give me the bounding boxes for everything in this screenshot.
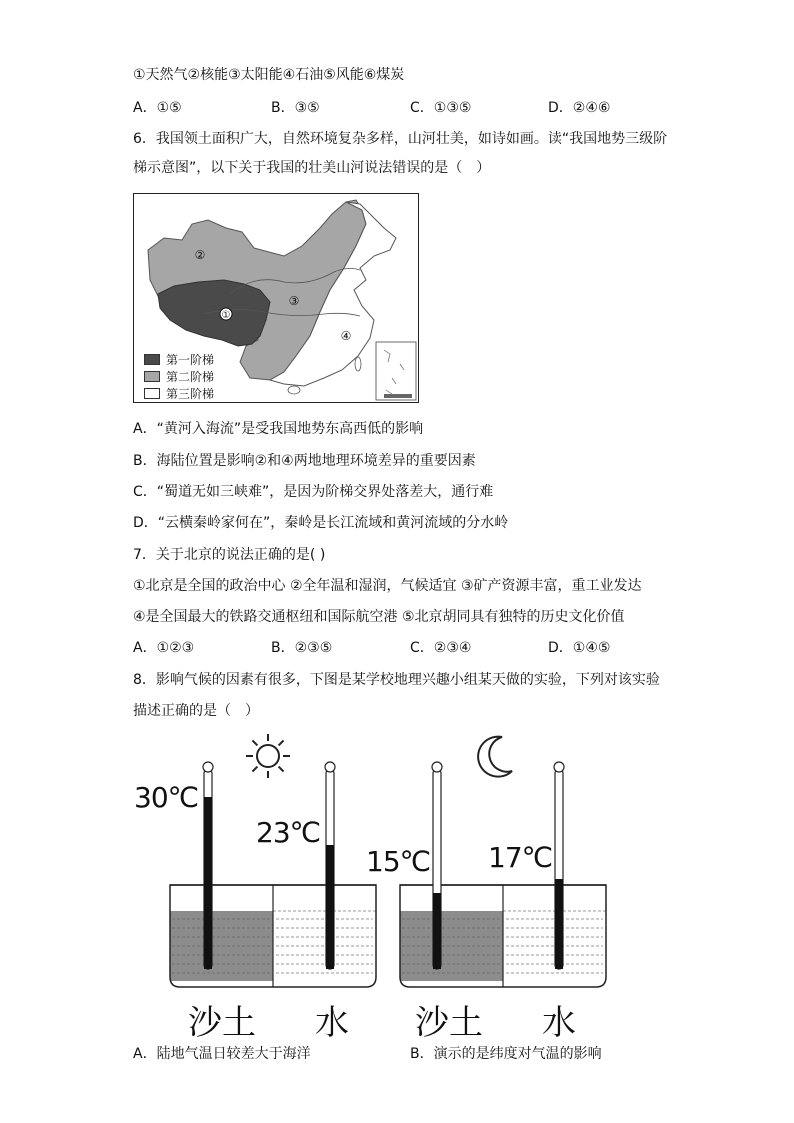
q6-stem-line1: 6．我国领土面积广大，自然环境复杂多样，山河壮美，如诗如画。读“我国地势三级阶: [133, 131, 668, 147]
legend-swatch: [144, 371, 160, 382]
q8-option-b[interactable]: B．演示的是纬度对气温的影响: [410, 1046, 602, 1062]
night-sand-temp: 15℃: [366, 845, 431, 878]
q6-stem-line2: 梯示意图”，以下关于我国的壮美山河说法错误的是（ ）: [133, 160, 491, 176]
legend-swatch: [144, 354, 160, 365]
day-water-label: 水: [315, 1003, 349, 1043]
hainan-island: [288, 386, 300, 394]
q6-option-b[interactable]: B．海陆位置是影响②和④两地地理环境差异的重要因素: [133, 453, 476, 469]
day-water-temp: 23℃: [256, 816, 321, 849]
q5-option-d[interactable]: D．②④⑥: [548, 100, 611, 116]
marker-1: ①: [221, 310, 231, 321]
night-sand-thermometer-mercury: [433, 893, 441, 969]
moon-icon: [478, 737, 512, 777]
day-sand-label: 沙土: [188, 1003, 256, 1043]
legend-label: 第二阶梯: [166, 370, 215, 384]
day-water-thermometer-mercury: [326, 845, 334, 969]
q7-options: [133, 638, 693, 658]
q6-option-d[interactable]: D．“云横秦岭家何在”，秦岭是长江流域和黄河流域的分水岭: [133, 515, 509, 531]
q7-option-b[interactable]: B．②③⑤: [271, 640, 333, 656]
q6-option-c[interactable]: C．“蜀道无如三峡难”，是因为阶梯交界处落差大，通行难: [133, 484, 494, 500]
q8-stem-line2: 描述正确的是（ ）: [133, 703, 259, 719]
q7-option-d[interactable]: D．①④⑤: [548, 640, 611, 656]
legend-label: 第三阶梯: [166, 387, 215, 401]
legend-label: 第一阶梯: [166, 353, 215, 367]
land-sea-experiment-figure: [130, 725, 610, 1043]
q5-option-a[interactable]: A．①⑤: [133, 100, 182, 116]
night-water-thermometer-mercury: [555, 879, 563, 969]
q5-option-b[interactable]: B．③⑤: [271, 100, 320, 116]
day-sand-temp: 30℃: [134, 781, 199, 814]
night-container: [400, 885, 606, 987]
q6-option-a[interactable]: A．“黄河入海流”是受我国地势东高西低的影响: [133, 421, 424, 437]
night-water-label: 水: [542, 1003, 576, 1043]
q5-options: [133, 98, 693, 118]
marker-2: ②: [194, 248, 206, 262]
sun-icon: [246, 734, 290, 778]
first-step-region: [158, 280, 270, 346]
night-water-temp: 17℃: [488, 841, 553, 874]
night-water-thermometer-top-bulb: [554, 762, 564, 772]
q5-option-c[interactable]: C．①③⑤: [410, 100, 472, 116]
day-container: [170, 885, 376, 987]
taiwan-island: [355, 357, 361, 371]
south-china-sea-inset: [376, 342, 416, 400]
terrain-steps-map: [133, 193, 419, 403]
night-sand-thermometer-top-bulb: [432, 762, 442, 772]
day-sand-thermometer-top-bulb: [203, 762, 213, 772]
marker-3: ③: [288, 294, 300, 308]
q8-option-a[interactable]: A．陆地气温日较差大于海洋: [133, 1046, 311, 1062]
q7-stem: 7．关于北京的说法正确的是( ): [133, 547, 326, 563]
night-sand-label: 沙土: [415, 1003, 483, 1043]
q7-option-c[interactable]: C．②③④: [410, 640, 472, 656]
day-water-thermometer-top-bulb: [325, 762, 335, 772]
q7-items-line2: ④是全国最大的铁路交通枢纽和国际航空港 ⑤北京胡同具有独特的历史文化价值: [133, 609, 625, 625]
q7-items-line1: ①北京是全国的政治中心 ②全年温和湿润，气候适宜 ③矿产资源丰富，重工业发达: [133, 578, 642, 594]
q5-items: ①天然气②核能③太阳能④石油⑤风能⑥煤炭: [133, 67, 405, 83]
q7-option-a[interactable]: A．①②③: [133, 640, 195, 656]
marker-4: ④: [340, 329, 352, 343]
day-sand-thermometer-mercury: [204, 797, 212, 969]
q8-stem-line1: 8．影响气候的因素有很多，下图是某学校地理兴趣小组某天做的实验，下列对该实验: [133, 672, 660, 688]
legend-swatch: [144, 388, 160, 399]
experiment-svg: [130, 725, 610, 1040]
